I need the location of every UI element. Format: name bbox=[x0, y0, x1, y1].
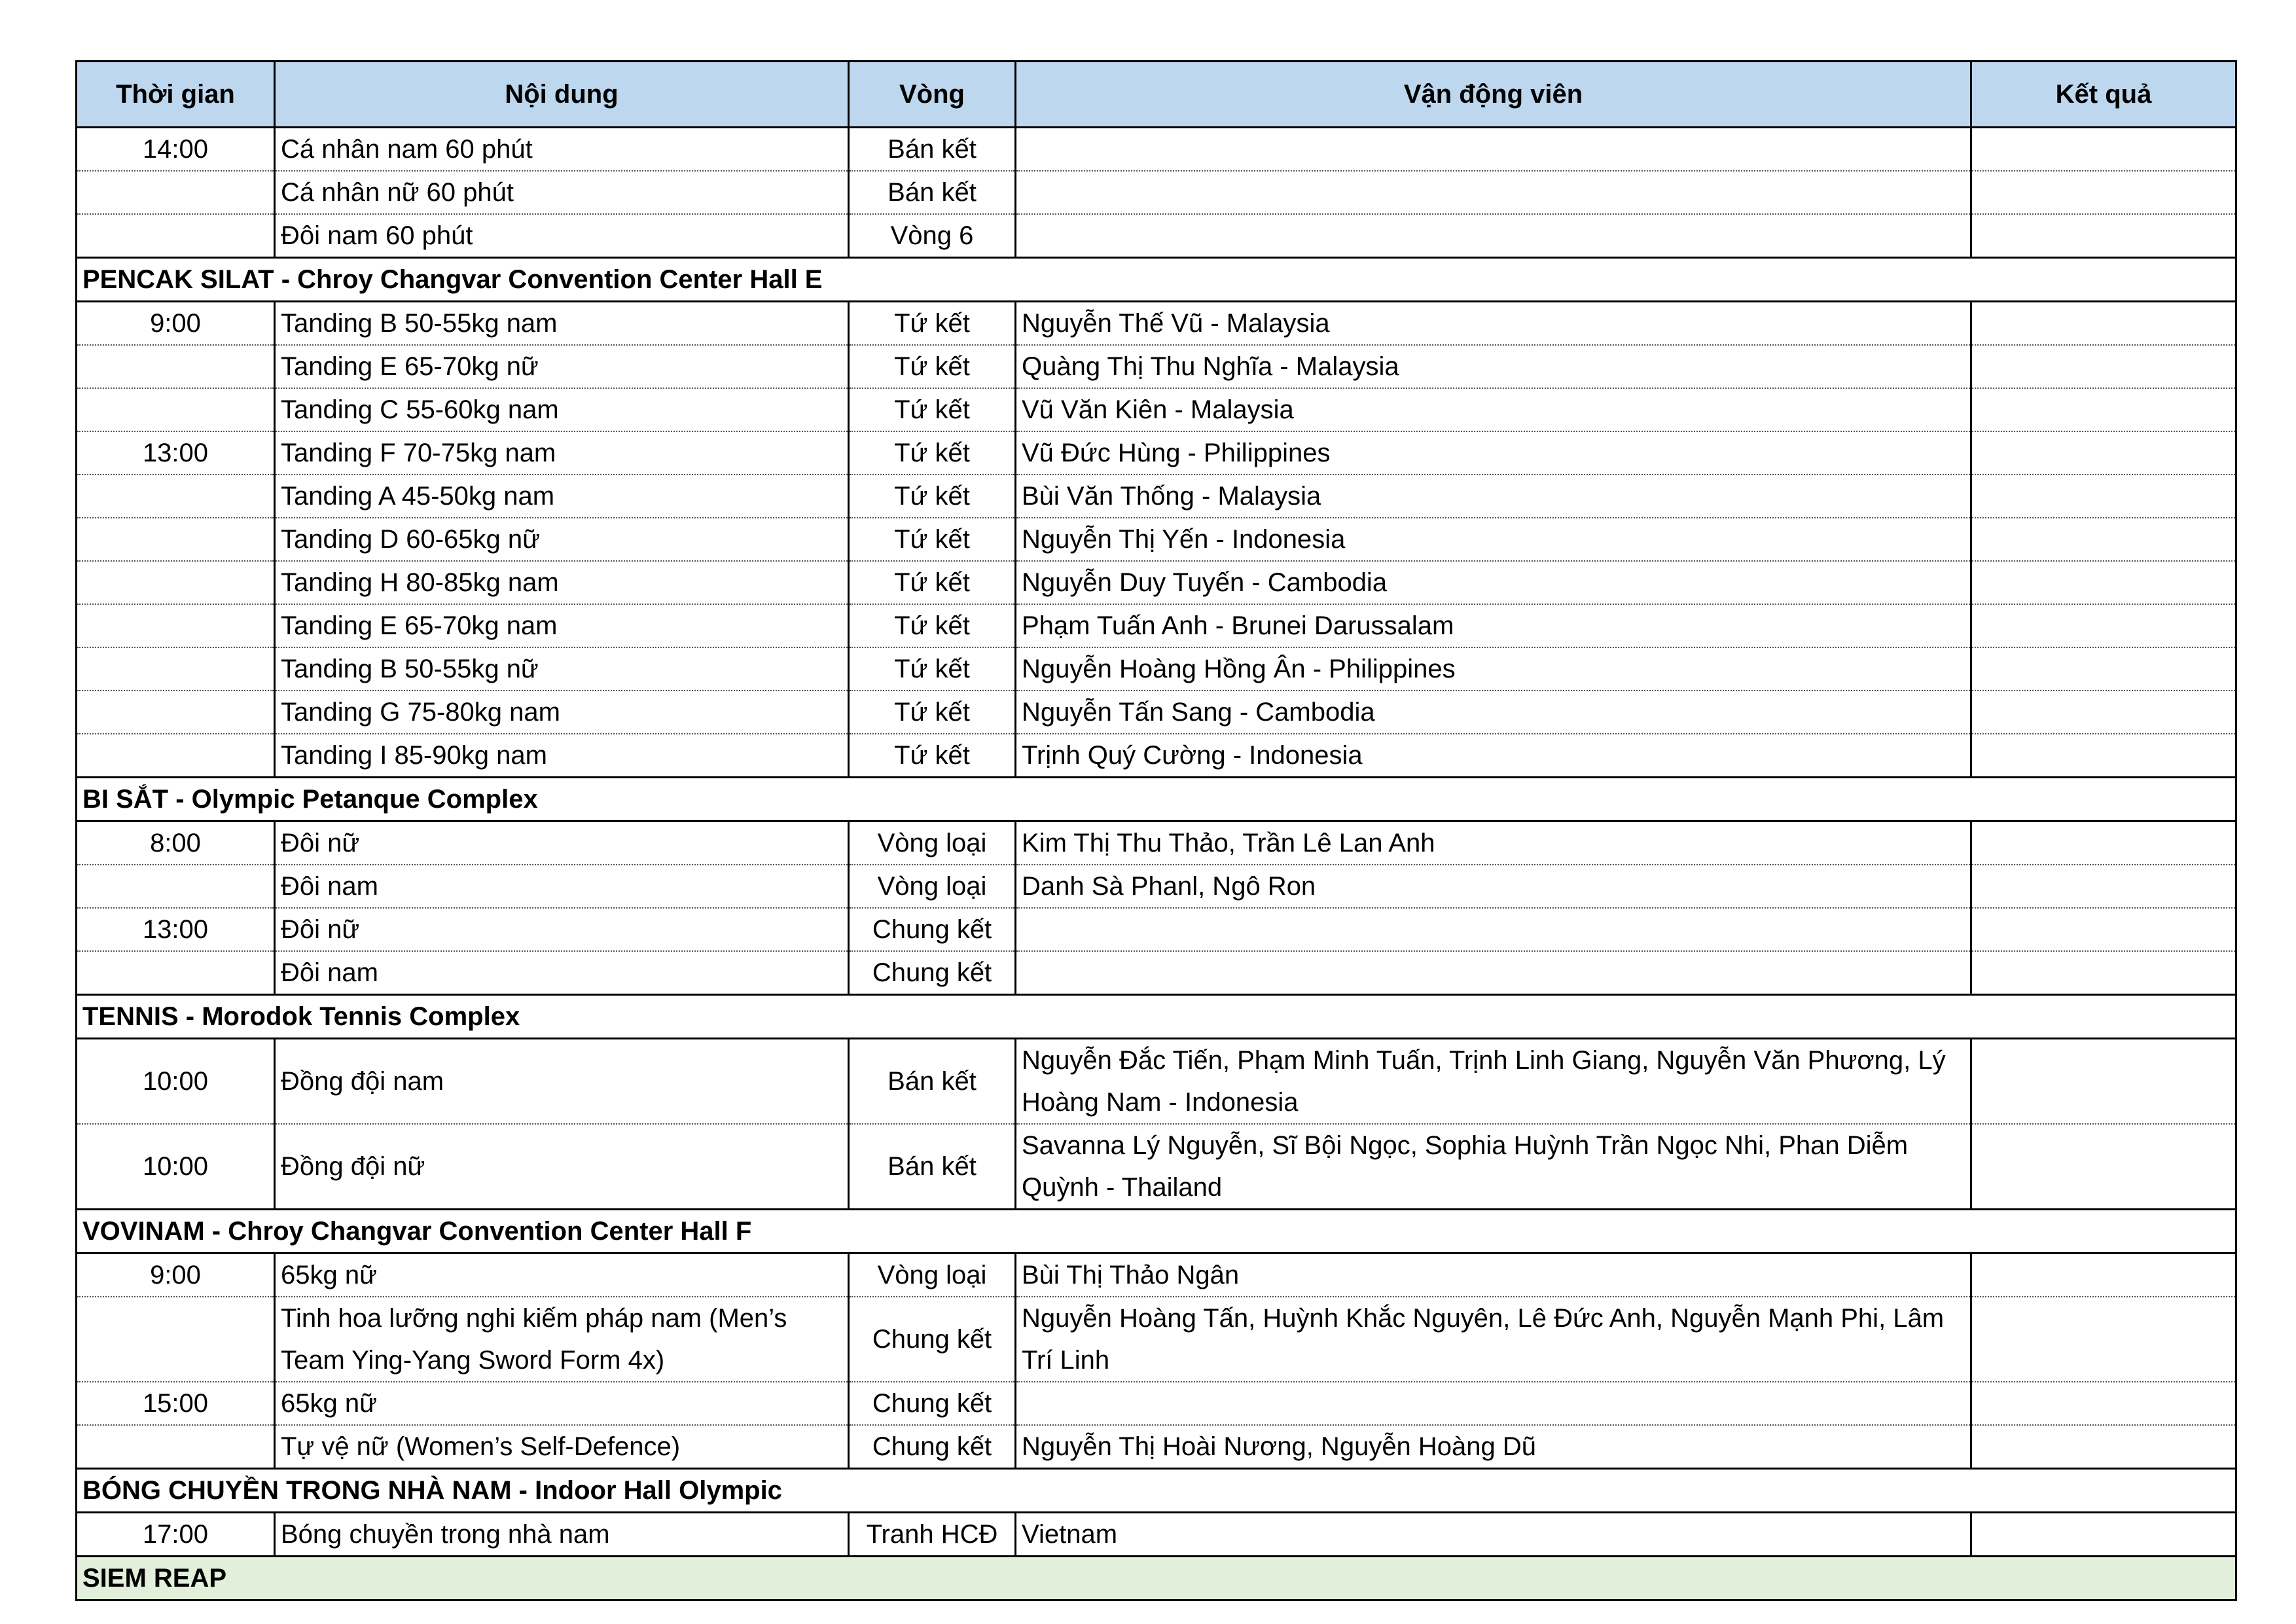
header-result: Kết quả bbox=[1971, 62, 2236, 128]
time-cell: 13:00 bbox=[77, 431, 275, 475]
result-cell bbox=[1971, 171, 2236, 214]
content-cell: Đôi nam bbox=[275, 951, 849, 995]
table-row bbox=[77, 561, 2236, 604]
time-cell bbox=[77, 561, 275, 604]
round-cell: Vòng loại bbox=[849, 865, 1016, 908]
table-body bbox=[77, 128, 2236, 1600]
content-cell: Tự vệ nữ (Women’s Self-Defence) bbox=[275, 1425, 849, 1469]
athletes-cell: Vũ Đức Hùng - Philippines bbox=[1016, 431, 1971, 475]
result-cell bbox=[1971, 431, 2236, 475]
time-cell bbox=[77, 345, 275, 388]
content-cell: Đôi nam bbox=[275, 865, 849, 908]
time-cell: 10:00 bbox=[77, 1124, 275, 1210]
time-cell bbox=[77, 647, 275, 691]
athletes-cell: Nguyễn Hoàng Hồng Ân - Philippines bbox=[1016, 647, 1971, 691]
time-cell bbox=[77, 475, 275, 518]
result-cell bbox=[1971, 734, 2236, 778]
round-cell: Vòng 6 bbox=[849, 214, 1016, 258]
content-cell: 65kg nữ bbox=[275, 1254, 849, 1297]
content-cell: Đôi nữ bbox=[275, 821, 849, 865]
table-row bbox=[77, 302, 2236, 346]
result-cell bbox=[1971, 475, 2236, 518]
content-cell: Tinh hoa lưỡng nghi kiếm pháp nam (Men’s Team Ying-Yang Sword Form 4x) bbox=[275, 1297, 849, 1382]
athletes-cell: Nguyễn Thị Yến - Indonesia bbox=[1016, 518, 1971, 561]
round-cell: Chung kết bbox=[849, 1425, 1016, 1469]
round-cell: Vòng loại bbox=[849, 1254, 1016, 1297]
section-header-row bbox=[77, 778, 2236, 821]
content-cell: 65kg nữ bbox=[275, 1382, 849, 1425]
athletes-cell: Savanna Lý Nguyễn, Sĩ Bội Ngọc, Sophia Huỳnh Trần Ngọc Nhi, Phan Diễm Quỳnh - Thailand bbox=[1016, 1124, 1971, 1210]
result-cell bbox=[1971, 1382, 2236, 1425]
table-row bbox=[77, 431, 2236, 475]
time-cell bbox=[77, 171, 275, 214]
athletes-cell: Trịnh Quý Cường - Indonesia bbox=[1016, 734, 1971, 778]
round-cell: Bán kết bbox=[849, 1124, 1016, 1210]
header-round: Vòng bbox=[849, 62, 1016, 128]
result-cell bbox=[1971, 1513, 2236, 1557]
table-row bbox=[77, 214, 2236, 258]
athletes-cell bbox=[1016, 128, 1971, 171]
table-row bbox=[77, 518, 2236, 561]
round-cell: Tứ kết bbox=[849, 561, 1016, 604]
result-cell bbox=[1971, 388, 2236, 431]
result-cell bbox=[1971, 518, 2236, 561]
content-cell: Tanding B 50-55kg nữ bbox=[275, 647, 849, 691]
content-cell: Tanding D 60-65kg nữ bbox=[275, 518, 849, 561]
result-cell bbox=[1971, 821, 2236, 865]
athletes-cell: Kim Thị Thu Thảo, Trần Lê Lan Anh bbox=[1016, 821, 1971, 865]
content-cell: Tanding E 65-70kg nam bbox=[275, 604, 849, 647]
content-cell: Cá nhân nam 60 phút bbox=[275, 128, 849, 171]
section-header-row bbox=[77, 258, 2236, 302]
athletes-cell: Vũ Văn Kiên - Malaysia bbox=[1016, 388, 1971, 431]
result-cell bbox=[1971, 302, 2236, 346]
result-cell bbox=[1971, 1124, 2236, 1210]
section-title: VOVINAM - Chroy Changvar Convention Center Hall F bbox=[77, 1210, 2236, 1254]
result-cell bbox=[1971, 647, 2236, 691]
time-cell bbox=[77, 518, 275, 561]
time-cell bbox=[77, 604, 275, 647]
time-cell bbox=[77, 734, 275, 778]
athletes-cell: Nguyễn Hoàng Tấn, Huỳnh Khắc Nguyên, Lê Đức Anh, Nguyễn Mạnh Phi, Lâm Trí Linh bbox=[1016, 1297, 1971, 1382]
athletes-cell: Nguyễn Duy Tuyến - Cambodia bbox=[1016, 561, 1971, 604]
table-row bbox=[77, 171, 2236, 214]
athletes-cell: Phạm Tuấn Anh - Brunei Darussalam bbox=[1016, 604, 1971, 647]
round-cell: Tứ kết bbox=[849, 431, 1016, 475]
result-cell bbox=[1971, 561, 2236, 604]
table-row bbox=[77, 1382, 2236, 1425]
round-cell: Tứ kết bbox=[849, 604, 1016, 647]
content-cell: Tanding F 70-75kg nam bbox=[275, 431, 849, 475]
time-cell: 10:00 bbox=[77, 1039, 275, 1125]
round-cell: Tranh HCĐ bbox=[849, 1513, 1016, 1557]
header-row bbox=[77, 62, 2236, 128]
time-cell: 9:00 bbox=[77, 1254, 275, 1297]
round-cell: Tứ kết bbox=[849, 734, 1016, 778]
round-cell: Bán kết bbox=[849, 1039, 1016, 1125]
result-cell bbox=[1971, 1425, 2236, 1469]
content-cell: Đôi nữ bbox=[275, 908, 849, 951]
time-cell: 17:00 bbox=[77, 1513, 275, 1557]
round-cell: Vòng loại bbox=[849, 821, 1016, 865]
table-row bbox=[77, 1297, 2236, 1382]
content-cell: Tanding A 45-50kg nam bbox=[275, 475, 849, 518]
round-cell: Tứ kết bbox=[849, 302, 1016, 346]
table-row bbox=[77, 865, 2236, 908]
table-row bbox=[77, 345, 2236, 388]
header-time: Thời gian bbox=[77, 62, 275, 128]
athletes-cell: Bùi Văn Thống - Malaysia bbox=[1016, 475, 1971, 518]
content-cell: Đôi nam 60 phút bbox=[275, 214, 849, 258]
content-cell: Tanding C 55-60kg nam bbox=[275, 388, 849, 431]
round-cell: Chung kết bbox=[849, 1382, 1016, 1425]
table-row bbox=[77, 604, 2236, 647]
athletes-cell: Danh Sà Phanl, Ngô Ron bbox=[1016, 865, 1971, 908]
schedule-table bbox=[75, 60, 2237, 1601]
table-row bbox=[77, 908, 2236, 951]
round-cell: Bán kết bbox=[849, 128, 1016, 171]
athletes-cell: Nguyễn Thế Vũ - Malaysia bbox=[1016, 302, 1971, 346]
athletes-cell: Nguyễn Tấn Sang - Cambodia bbox=[1016, 691, 1971, 734]
result-cell bbox=[1971, 908, 2236, 951]
content-cell: Tanding B 50-55kg nam bbox=[275, 302, 849, 346]
round-cell: Chung kết bbox=[849, 951, 1016, 995]
section-title: SIEM REAP bbox=[77, 1557, 2236, 1600]
round-cell: Tứ kết bbox=[849, 345, 1016, 388]
table-row bbox=[77, 821, 2236, 865]
table-row bbox=[77, 1425, 2236, 1469]
athletes-cell: Vietnam bbox=[1016, 1513, 1971, 1557]
table-header bbox=[77, 62, 2236, 128]
table-row bbox=[77, 1124, 2236, 1210]
time-cell bbox=[77, 951, 275, 995]
round-cell: Tứ kết bbox=[849, 691, 1016, 734]
result-cell bbox=[1971, 345, 2236, 388]
section-header-row bbox=[77, 1557, 2236, 1600]
time-cell bbox=[77, 691, 275, 734]
time-cell: 13:00 bbox=[77, 908, 275, 951]
round-cell: Tứ kết bbox=[849, 388, 1016, 431]
athletes-cell: Nguyễn Đắc Tiến, Phạm Minh Tuấn, Trịnh Linh Giang, Nguyễn Văn Phương, Lý Hoàng Nam - Indonesia bbox=[1016, 1039, 1971, 1125]
athletes-cell bbox=[1016, 908, 1971, 951]
table-row bbox=[77, 128, 2236, 171]
athletes-cell bbox=[1016, 951, 1971, 995]
table-row bbox=[77, 1254, 2236, 1297]
section-title: TENNIS - Morodok Tennis Complex bbox=[77, 995, 2236, 1039]
athletes-cell: Nguyễn Thị Hoài Nương, Nguyễn Hoàng Dũ bbox=[1016, 1425, 1971, 1469]
header-athletes: Vận động viên bbox=[1016, 62, 1971, 128]
header-content: Nội dung bbox=[275, 62, 849, 128]
table-row bbox=[77, 691, 2236, 734]
time-cell: 9:00 bbox=[77, 302, 275, 346]
athletes-cell bbox=[1016, 214, 1971, 258]
table-row bbox=[77, 951, 2236, 995]
content-cell: Đồng đội nam bbox=[275, 1039, 849, 1125]
section-header-row bbox=[77, 995, 2236, 1039]
round-cell: Tứ kết bbox=[849, 518, 1016, 561]
result-cell bbox=[1971, 691, 2236, 734]
section-title: BÓNG CHUYỀN TRONG NHÀ NAM - Indoor Hall Olympic bbox=[77, 1469, 2236, 1513]
result-cell bbox=[1971, 1254, 2236, 1297]
result-cell bbox=[1971, 128, 2236, 171]
time-cell bbox=[77, 214, 275, 258]
round-cell: Bán kết bbox=[849, 171, 1016, 214]
result-cell bbox=[1971, 1297, 2236, 1382]
table-row bbox=[77, 388, 2236, 431]
content-cell: Cá nhân nữ 60 phút bbox=[275, 171, 849, 214]
athletes-cell: Bùi Thị Thảo Ngân bbox=[1016, 1254, 1971, 1297]
result-cell bbox=[1971, 951, 2236, 995]
round-cell: Chung kết bbox=[849, 908, 1016, 951]
result-cell bbox=[1971, 214, 2236, 258]
content-cell: Tanding I 85-90kg nam bbox=[275, 734, 849, 778]
round-cell: Chung kết bbox=[849, 1297, 1016, 1382]
content-cell: Đồng đội nữ bbox=[275, 1124, 849, 1210]
athletes-cell bbox=[1016, 1382, 1971, 1425]
section-header-row bbox=[77, 1210, 2236, 1254]
athletes-cell: Quàng Thị Thu Nghĩa - Malaysia bbox=[1016, 345, 1971, 388]
section-title: PENCAK SILAT - Chroy Changvar Convention Center Hall E bbox=[77, 258, 2236, 302]
time-cell: 14:00 bbox=[77, 128, 275, 171]
table-row bbox=[77, 734, 2236, 778]
content-cell: Tanding E 65-70kg nữ bbox=[275, 345, 849, 388]
result-cell bbox=[1971, 1039, 2236, 1125]
table-row bbox=[77, 1039, 2236, 1125]
time-cell: 8:00 bbox=[77, 821, 275, 865]
time-cell: 15:00 bbox=[77, 1382, 275, 1425]
table-row bbox=[77, 1513, 2236, 1557]
round-cell: Tứ kết bbox=[849, 475, 1016, 518]
section-title: BI SẮT - Olympic Petanque Complex bbox=[77, 778, 2236, 821]
time-cell bbox=[77, 388, 275, 431]
time-cell bbox=[77, 1425, 275, 1469]
result-cell bbox=[1971, 865, 2236, 908]
content-cell: Tanding H 80-85kg nam bbox=[275, 561, 849, 604]
content-cell: Bóng chuyền trong nhà nam bbox=[275, 1513, 849, 1557]
content-cell: Tanding G 75-80kg nam bbox=[275, 691, 849, 734]
time-cell bbox=[77, 865, 275, 908]
time-cell bbox=[77, 1297, 275, 1382]
section-header-row bbox=[77, 1469, 2236, 1513]
table-row bbox=[77, 475, 2236, 518]
round-cell: Tứ kết bbox=[849, 647, 1016, 691]
athletes-cell bbox=[1016, 171, 1971, 214]
result-cell bbox=[1971, 604, 2236, 647]
table-row bbox=[77, 647, 2236, 691]
